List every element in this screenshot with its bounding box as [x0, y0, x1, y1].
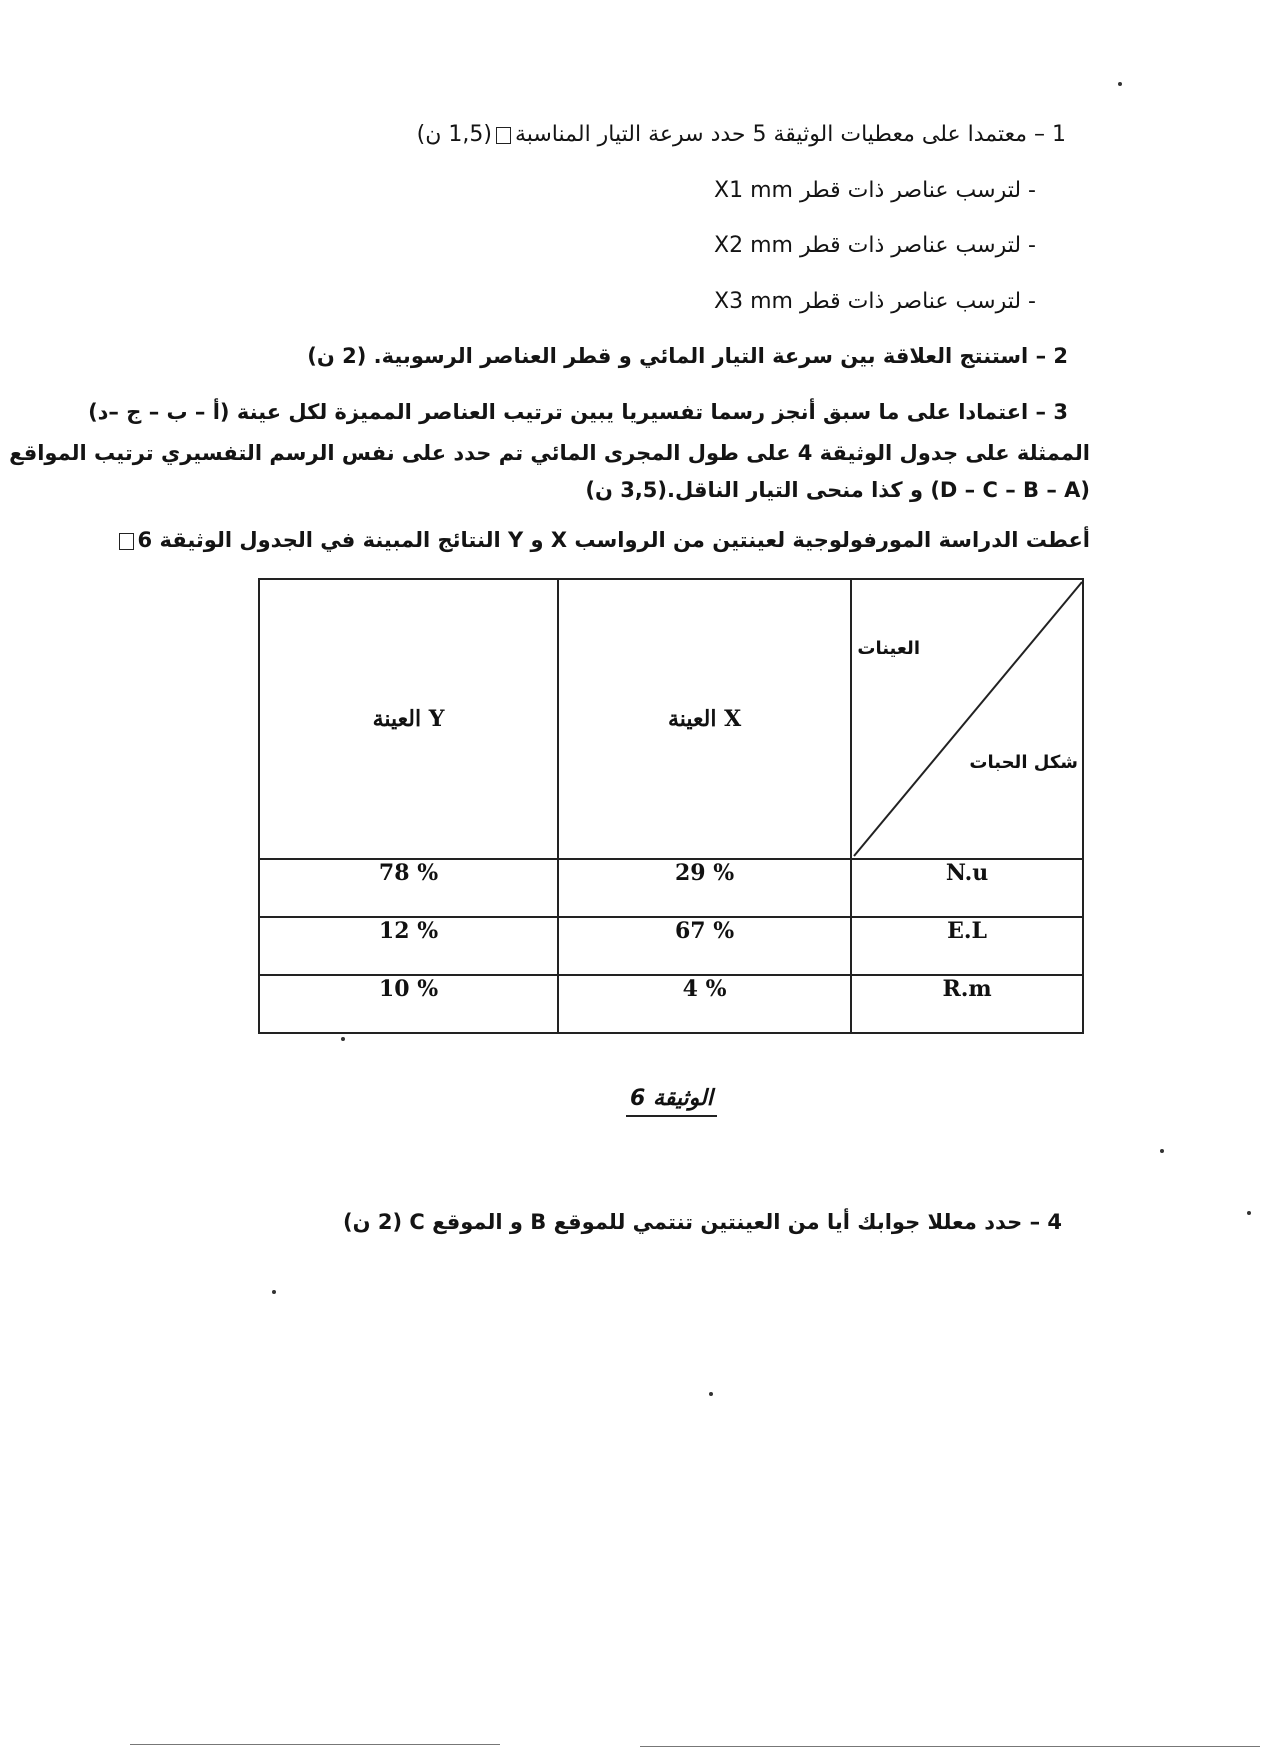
- corner-label-grain-shape: شكل الحبات: [969, 752, 1078, 773]
- column-header-sample-y: العينة Y: [259, 579, 558, 859]
- table-header-row: [259, 579, 1083, 859]
- question-1-item-1: - لترسب عناصر ذات قطر X1 mm: [714, 178, 1036, 203]
- bottom-scan-line: [130, 1744, 500, 1745]
- document-6-intro-text: أعطت الدراسة المورفولوجية لعينتين من الرواسب X و Y النتائج المبينة في الجدول الوثيقة 6: [137, 528, 1090, 552]
- table-row: [259, 917, 1083, 975]
- question-2: 2 – استنتج العلاقة بين سرعة التيار المائي و قطر العناصر الرسوبية. (2 ن): [307, 344, 1068, 368]
- table-row: [259, 859, 1083, 917]
- scan-speck: [341, 1037, 345, 1041]
- row-label: R.m: [851, 975, 1083, 1033]
- document-6-intro: [115, 528, 1090, 552]
- scan-speck: [1118, 82, 1122, 86]
- checkbox-glyph-icon: [496, 127, 511, 144]
- question-1-item-2: - لترسب عناصر ذات قطر X2 mm: [714, 233, 1036, 258]
- question-1-item-3: - لترسب عناصر ذات قطر X3 mm: [714, 289, 1036, 314]
- cell-x: 67 %: [558, 917, 851, 975]
- scan-speck: [1160, 1149, 1164, 1153]
- question-3-line-1: 3 – اعتمادا على ما سبق أنجز رسما تفسيريا يبين ترتيب العناصر المميزة لكل عينة (أ – ب – ج –د): [88, 400, 1068, 424]
- scan-speck: [709, 1392, 713, 1396]
- question-4: 4 – حدد معللا جوابك أيا من العينتين تنتمي للموقع B و الموقع C (2 ن): [343, 1210, 1062, 1234]
- cell-x: 4 %: [558, 975, 851, 1033]
- bottom-scan-line: [640, 1746, 1260, 1747]
- corner-label-samples: العينات: [857, 638, 920, 659]
- table-row: [259, 975, 1083, 1033]
- row-label: E.L: [851, 917, 1083, 975]
- question-1-text: 1 – معتمدا على معطيات الوثيقة 5 حدد سرعة التيار المناسبة: [514, 122, 1066, 147]
- cell-y: 12 %: [259, 917, 558, 975]
- column-header-sample-x: العينة X: [558, 579, 851, 859]
- question-3-line-3: (D – C – B – A) و كذا منحى التيار الناقل.(3,5 ن): [585, 478, 1090, 502]
- grain-shape-table: [258, 578, 1084, 1034]
- question-1: [417, 122, 1066, 147]
- cell-y: 10 %: [259, 975, 558, 1033]
- checkbox-glyph-icon: [119, 533, 134, 550]
- diagonal-divider: [852, 580, 1084, 858]
- cell-y: 78 %: [259, 859, 558, 917]
- scan-speck: [1247, 1211, 1251, 1215]
- question-3-line-2: الممثلة على جدول الوثيقة 4 على طول المجرى المائي تم حدد على نفس الرسم التفسيري ترتيب المواقع: [9, 441, 1090, 465]
- cell-x: 29 %: [558, 859, 851, 917]
- document-6-caption: الوثيقة 6: [626, 1086, 717, 1117]
- question-1-points: (1,5 ن): [416, 122, 492, 147]
- table-corner-cell: [851, 579, 1083, 859]
- row-label: N.u: [851, 859, 1083, 917]
- scan-speck: [272, 1290, 276, 1294]
